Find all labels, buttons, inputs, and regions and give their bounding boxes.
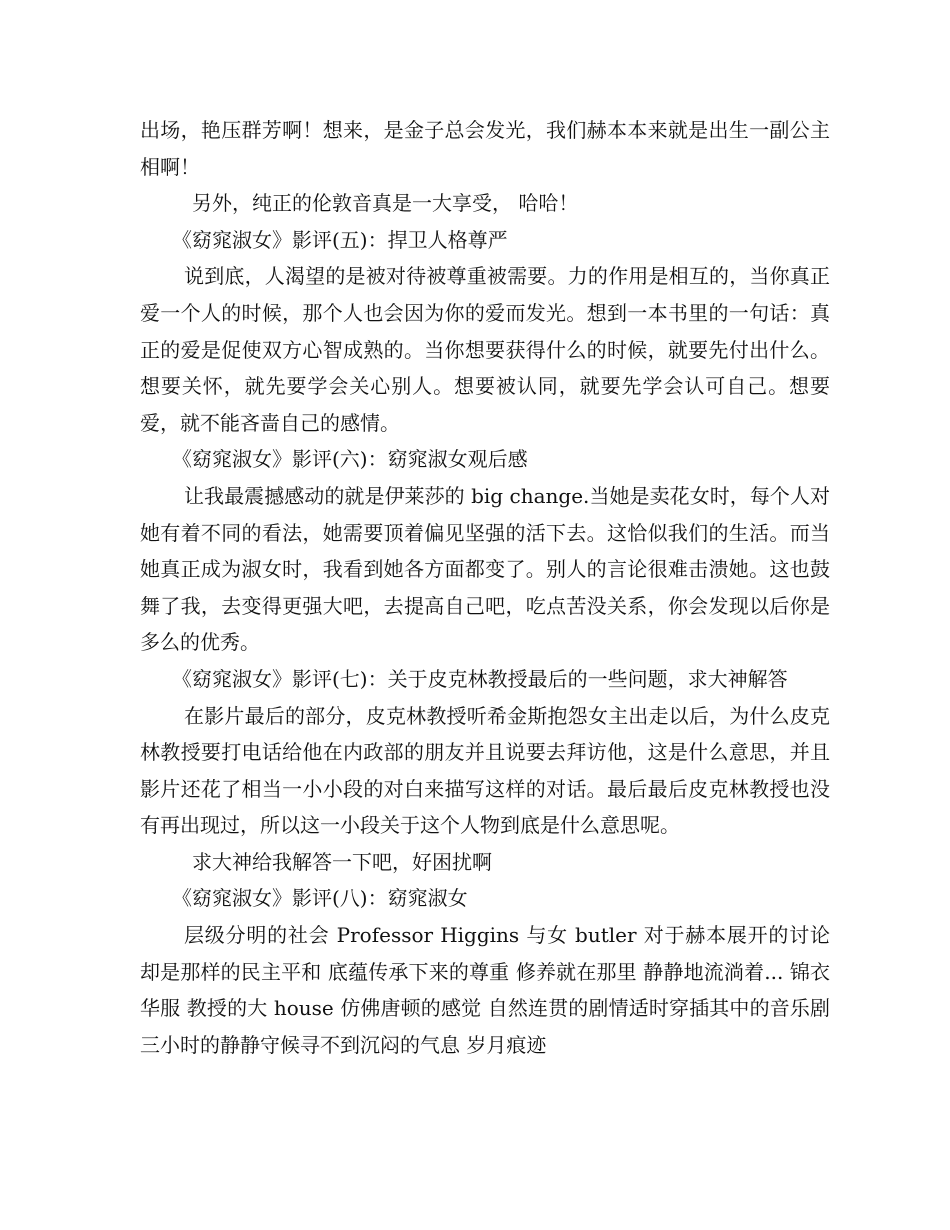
review-body-7: 在影片最后的部分，皮克林教授听希金斯抱怨女主出走以后，为什么皮克林教授要打电话给他在内政部的朋友并且说要去拜访他，这是什么意思，并且影片还花了相当一小小段的对白来描写这样的对话。最后最后皮克林教授也没有再出现过，所以这一小段关于这个人物到底是什么意思呢。	[140, 703, 830, 838]
review-body-7-followup: 求大神给我解答一下吧，好困扰啊	[192, 849, 492, 874]
review-body-8: 层级分明的社会 Professor Higgins 与女 butler 对于赫本展开的讨论却是那样的民主平和 底蕴传承下来的尊重 修养就在那里 静静地流淌着... 锦衣华服 教授的大 house 仿佛唐顿的感觉 自然连贯的剧情适时穿插其中的音乐剧 三小时的静静守候寻不到沉闷的气息 岁月痕迹	[140, 923, 830, 1057]
review-body-6: 让我最震撼感动的就是伊莱莎的 big change.当她是卖花女时，每个人对她有着不同的看法，她需要顶着偏见坚强的活下去。这恰似我们的生活。而当她真正成为淑女时，我看到她各方面都变了。别人的言论很难击溃她。这也鼓舞了我，去变得更强大吧，去提高自己吧，吃点苦没关系，你会发现以后你是多么的优秀。	[140, 483, 830, 655]
document-page	[140, 112, 830, 1063]
review-heading-5: 《窈窕淑女》影评(五)：捍卫人格尊严	[172, 227, 508, 252]
review-body-5: 说到底，人渴望的是被对待被尊重被需要。力的作用是相互的，当你真正爱一个人的时候，那个人也会因为你的爱而发光。想到一本书里的一句话：真正的爱是促使双方心智成熟的。当你想要获得什么的时候，就要先付出什么。想要关怀，就先要学会关心别人。想要被认同，就要先学会认可自己。想要爱，就不能吝啬自己的感情。	[140, 264, 830, 435]
paragraph-continuation: 出场，艳压群芳啊！想来，是金子总会发光，我们赫本本来就是出生一副公主相啊！	[140, 118, 830, 179]
paragraph-aside: 另外，纯正的伦敦音真是一大享受， 哈哈！	[192, 191, 579, 216]
review-heading-8: 《窈窕淑女》影评(八)：窈窕淑女	[172, 886, 468, 911]
review-heading-6: 《窈窕淑女》影评(六)：窈窕淑女观后感	[172, 447, 528, 472]
review-heading-7: 《窈窕淑女》影评(七)：关于皮克林教授最后的一些问题，求大神解答	[172, 666, 788, 691]
